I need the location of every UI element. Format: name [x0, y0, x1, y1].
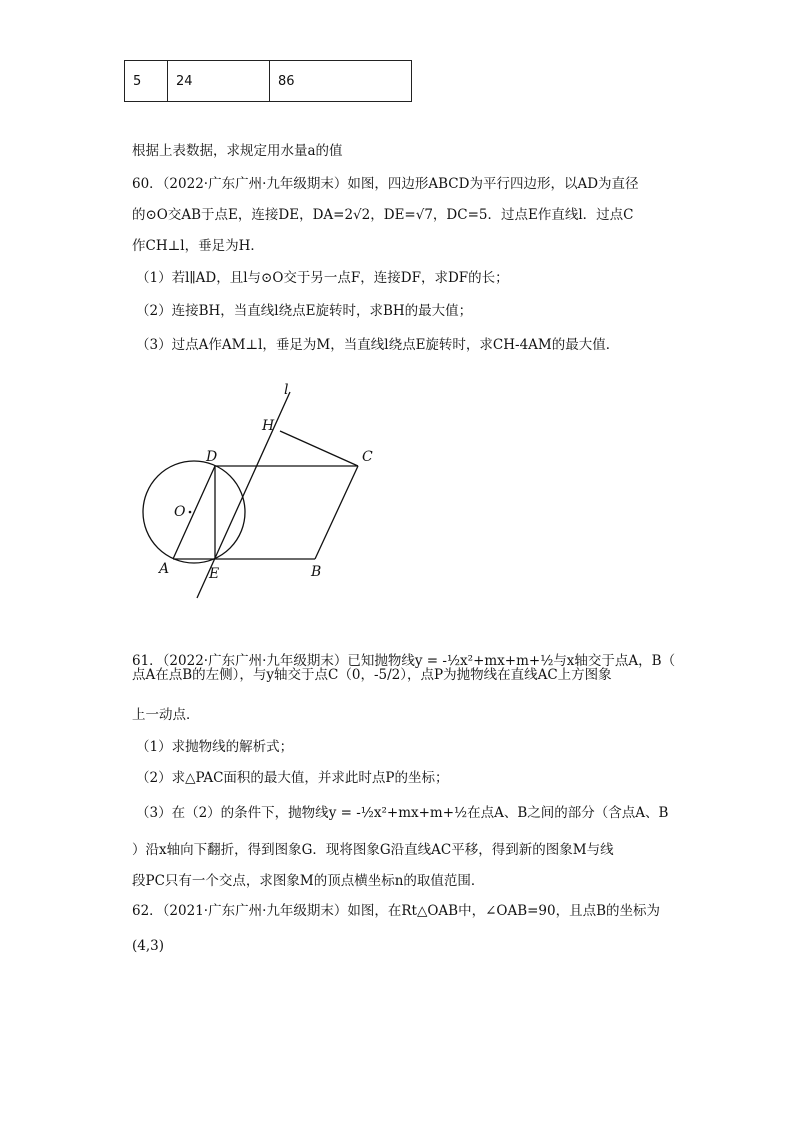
water-usage-table [124, 60, 412, 102]
q61-line3: 上一动点． [132, 707, 200, 723]
q61-part2: （2）求△PAC面积的最大值，并求此时点P的坐标； [136, 770, 449, 786]
label-h: H [262, 418, 275, 434]
q60-line2: 的⊙O交AB于点E，连接DE，DA=2√2，DE=√7，DC=5．过点E作直线l．过点C [132, 207, 634, 223]
segment-ch [280, 431, 358, 466]
q60-part2: （2）连接BH，当直线l绕点E旋转时，求BH的最大值； [136, 303, 473, 319]
q61-part3 [136, 803, 668, 823]
q61-part1: （1）求抛物线的解析式； [136, 739, 294, 755]
table-cell: 86 [270, 61, 412, 102]
q61-equation: y = -½x²+mx+m+½ [414, 653, 554, 669]
table-row [125, 61, 412, 102]
q61-line1-a: 61．（2022·广东广州·九年级期末）已知抛物线 [132, 653, 415, 669]
q62-line1: 62．（2021·广东广州·九年级期末）如图，在Rt△OAB中，∠OAB=90，且点B的坐标为 [132, 903, 661, 919]
table-cell: 24 [168, 61, 270, 102]
q60-part1: （1）若l∥AD，且l与⊙O交于另一点F，连接DF，求DF的长； [136, 270, 509, 286]
q61-part3-b: 在点A、B之间的部分（含点A、B [467, 805, 669, 821]
label-l: l [284, 382, 289, 398]
label-e: E [209, 566, 220, 582]
q60-line1: 60．（2022·广东广州·九年级期末）如图，四边形ABCD为平行四边形，以AD为直径 [132, 176, 639, 192]
q61-part3-line3: 段PC只有一个交点，求图象M的顶点横坐标n的取值范围． [132, 873, 485, 889]
q60-part3: （3）过点A作AM⊥l，垂足为M，当直线l绕点E旋转时，求CH-4AM的最大值． [136, 337, 620, 353]
label-b: B [311, 564, 322, 580]
q61-part3-a: （3）在（2）的条件下，抛物线 [136, 805, 329, 821]
table-cell: 5 [125, 61, 168, 102]
center-point [189, 511, 192, 514]
q59-tail: 根据上表数据，求规定用水量a的值 [132, 143, 343, 159]
q61-line2: 点A在点B的左侧），与y轴交于点C（0，-5/2），点P为抛物线在直线AC上方图象 [132, 667, 612, 683]
q62-line2: (4,3) [132, 938, 165, 954]
q61-line1-b: 与x轴交于点A，B（ [553, 653, 676, 669]
q61-part3-line2: ）沿x轴向下翻折，得到图象G．现将图象G沿直线AC平移，得到新的图象M与线 [132, 842, 614, 858]
label-o: O [174, 504, 186, 520]
q61-part3-equation: y = -½x²+mx+m+½ [328, 805, 468, 821]
side-cb [315, 466, 358, 559]
label-c: C [362, 449, 373, 465]
label-a: A [159, 561, 170, 577]
geometry-figure [130, 375, 400, 605]
q60-line3: 作CH⊥l，垂足为H． [132, 238, 264, 254]
label-d: D [206, 449, 218, 465]
